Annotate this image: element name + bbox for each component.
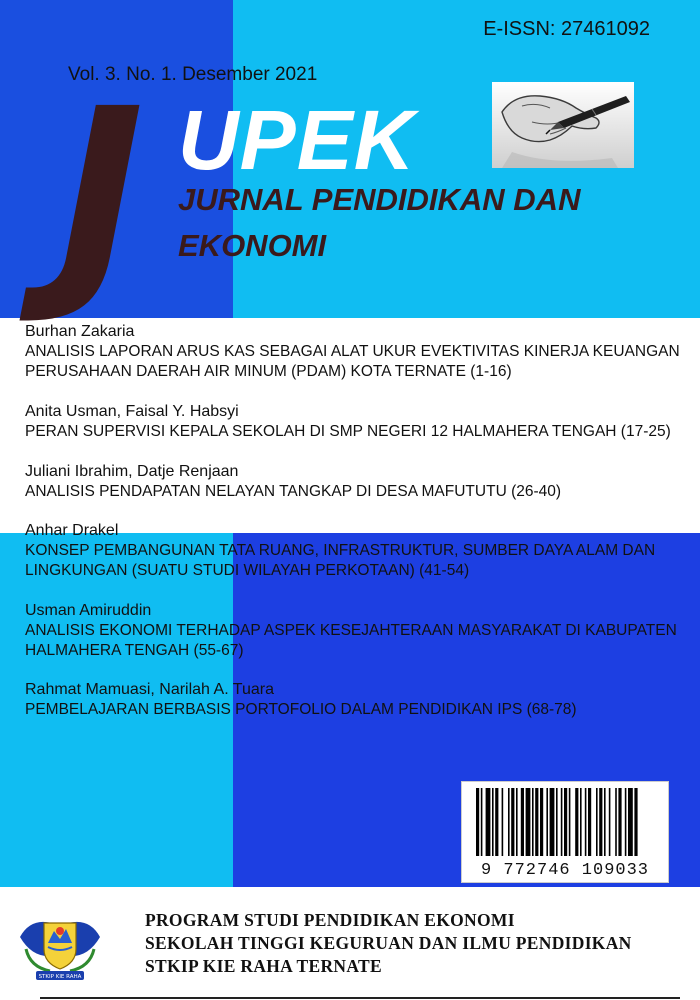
barcode-bar xyxy=(486,788,491,856)
journal-title-line2: EKONOMI xyxy=(178,228,327,263)
barcode-bar xyxy=(508,788,510,856)
barcode-number: 9 772746 109033 xyxy=(480,861,650,880)
footer-institution-line: STKIP KIE RAHA TERNATE xyxy=(145,956,382,976)
article-6 xyxy=(25,680,577,720)
journal-title-line1: JURNAL PENDIDIKAN DAN xyxy=(178,182,581,217)
barcode-bar xyxy=(604,788,606,856)
barcode-bar xyxy=(546,788,548,856)
barcode-bar xyxy=(564,788,567,856)
barcode-bar xyxy=(540,788,543,856)
barcode-bar xyxy=(556,788,558,856)
barcode-bar xyxy=(580,788,582,856)
barcode-bar xyxy=(492,788,494,856)
barcode-bar xyxy=(535,788,538,856)
barcode-bar xyxy=(575,788,578,856)
emblem-ribbon-label: STKIP KIE RAHA xyxy=(38,974,82,980)
barcode-bar xyxy=(561,788,563,856)
barcode-bar xyxy=(495,788,498,856)
footer-program-line: PROGRAM STUDI PENDIDIKAN EKONOMI xyxy=(145,910,515,930)
barcode-bar xyxy=(569,788,571,856)
barcode-bar xyxy=(481,788,483,856)
barcode-bar xyxy=(476,788,479,856)
article-title-line: ANALISIS LAPORAN ARUS KAS SEBAGAI ALAT UKUR EVEKTIVITAS KINERJA KEUANGAN xyxy=(25,343,680,360)
article-title-line: ANALISIS EKONOMI TERHADAP ASPEK KESEJAHTERAAN MASYARAKAT DI KABUPATEN xyxy=(25,622,677,639)
article-author: Juliani Ibrahim, Datje Renjaan xyxy=(25,463,239,480)
volume-label: Vol. 3. No. 1. Desember 2021 xyxy=(68,64,318,85)
article-author: Usman Amiruddin xyxy=(25,602,152,619)
article-title-line: LINGKUNGAN (SUATU STUDI WILAYAH PERKOTAAN) (41-54) xyxy=(25,562,470,579)
article-5 xyxy=(25,601,677,661)
logo-big-letter: J xyxy=(58,59,141,329)
article-title-line: KONSEP PEMBANGUNAN TATA RUANG, INFRASTRUKTUR, SUMBER DAYA ALAM DAN xyxy=(25,542,656,559)
barcode-bar xyxy=(516,788,518,856)
barcode-bar xyxy=(588,788,591,856)
barcode-bar xyxy=(526,788,531,856)
barcode-bar xyxy=(511,788,514,856)
barcode-bars-icon xyxy=(462,782,670,862)
article-title-line: ANALISIS PENDAPATAN NELAYAN TANGKAP DI DESA MAFUTUTU (26-40) xyxy=(25,483,562,500)
article-title-line: PEMBELAJARAN BERBASIS PORTOFOLIO DALAM PENDIDIKAN IPS (68-78) xyxy=(25,701,577,718)
article-title-line: HALMAHERA TENGAH (55-67) xyxy=(25,642,244,659)
footer-divider xyxy=(40,997,680,999)
article-3 xyxy=(25,462,561,502)
article-2 xyxy=(25,402,671,442)
article-title-line: PERUSAHAAN DAERAH AIR MINUM (PDAM) KOTA TERNATE (1-16) xyxy=(25,363,512,380)
stkip-emblem-icon xyxy=(14,909,106,981)
barcode-bar xyxy=(599,788,602,856)
barcode xyxy=(461,781,669,883)
barcode-bar xyxy=(502,788,504,856)
barcode-bar xyxy=(618,788,621,856)
barcode-bar xyxy=(609,788,611,856)
barcode-bar xyxy=(628,788,633,856)
barcode-bar xyxy=(532,788,534,856)
article-4 xyxy=(25,521,655,581)
barcode-bar xyxy=(550,788,555,856)
barcode-bar xyxy=(634,788,637,856)
barcode-bar xyxy=(615,788,617,856)
article-author: Anhar Drakel xyxy=(25,522,119,539)
barcode-bar xyxy=(585,788,587,856)
barcode-bar xyxy=(625,788,627,856)
article-author: Anita Usman, Faisal Y. Habsyi xyxy=(25,403,239,420)
footer-school-line: SEKOLAH TINGGI KEGURUAN DAN ILMU PENDIDIKAN xyxy=(145,933,632,953)
issn-label: E-ISSN: 27461092 xyxy=(483,18,650,40)
barcode-bar xyxy=(596,788,598,856)
article-author: Burhan Zakaria xyxy=(25,323,135,340)
logo-wordmark: UPEK xyxy=(178,93,416,187)
article-title-line: PERAN SUPERVISI KEPALA SEKOLAH DI SMP NEGERI 12 HALMAHERA TENGAH (17-25) xyxy=(25,423,671,440)
barcode-bar xyxy=(521,788,524,856)
article-author: Rahmat Mamuasi, Narilah A. Tuara xyxy=(25,681,274,698)
hand-writing-pen-icon xyxy=(492,82,634,168)
article-1 xyxy=(25,322,680,382)
